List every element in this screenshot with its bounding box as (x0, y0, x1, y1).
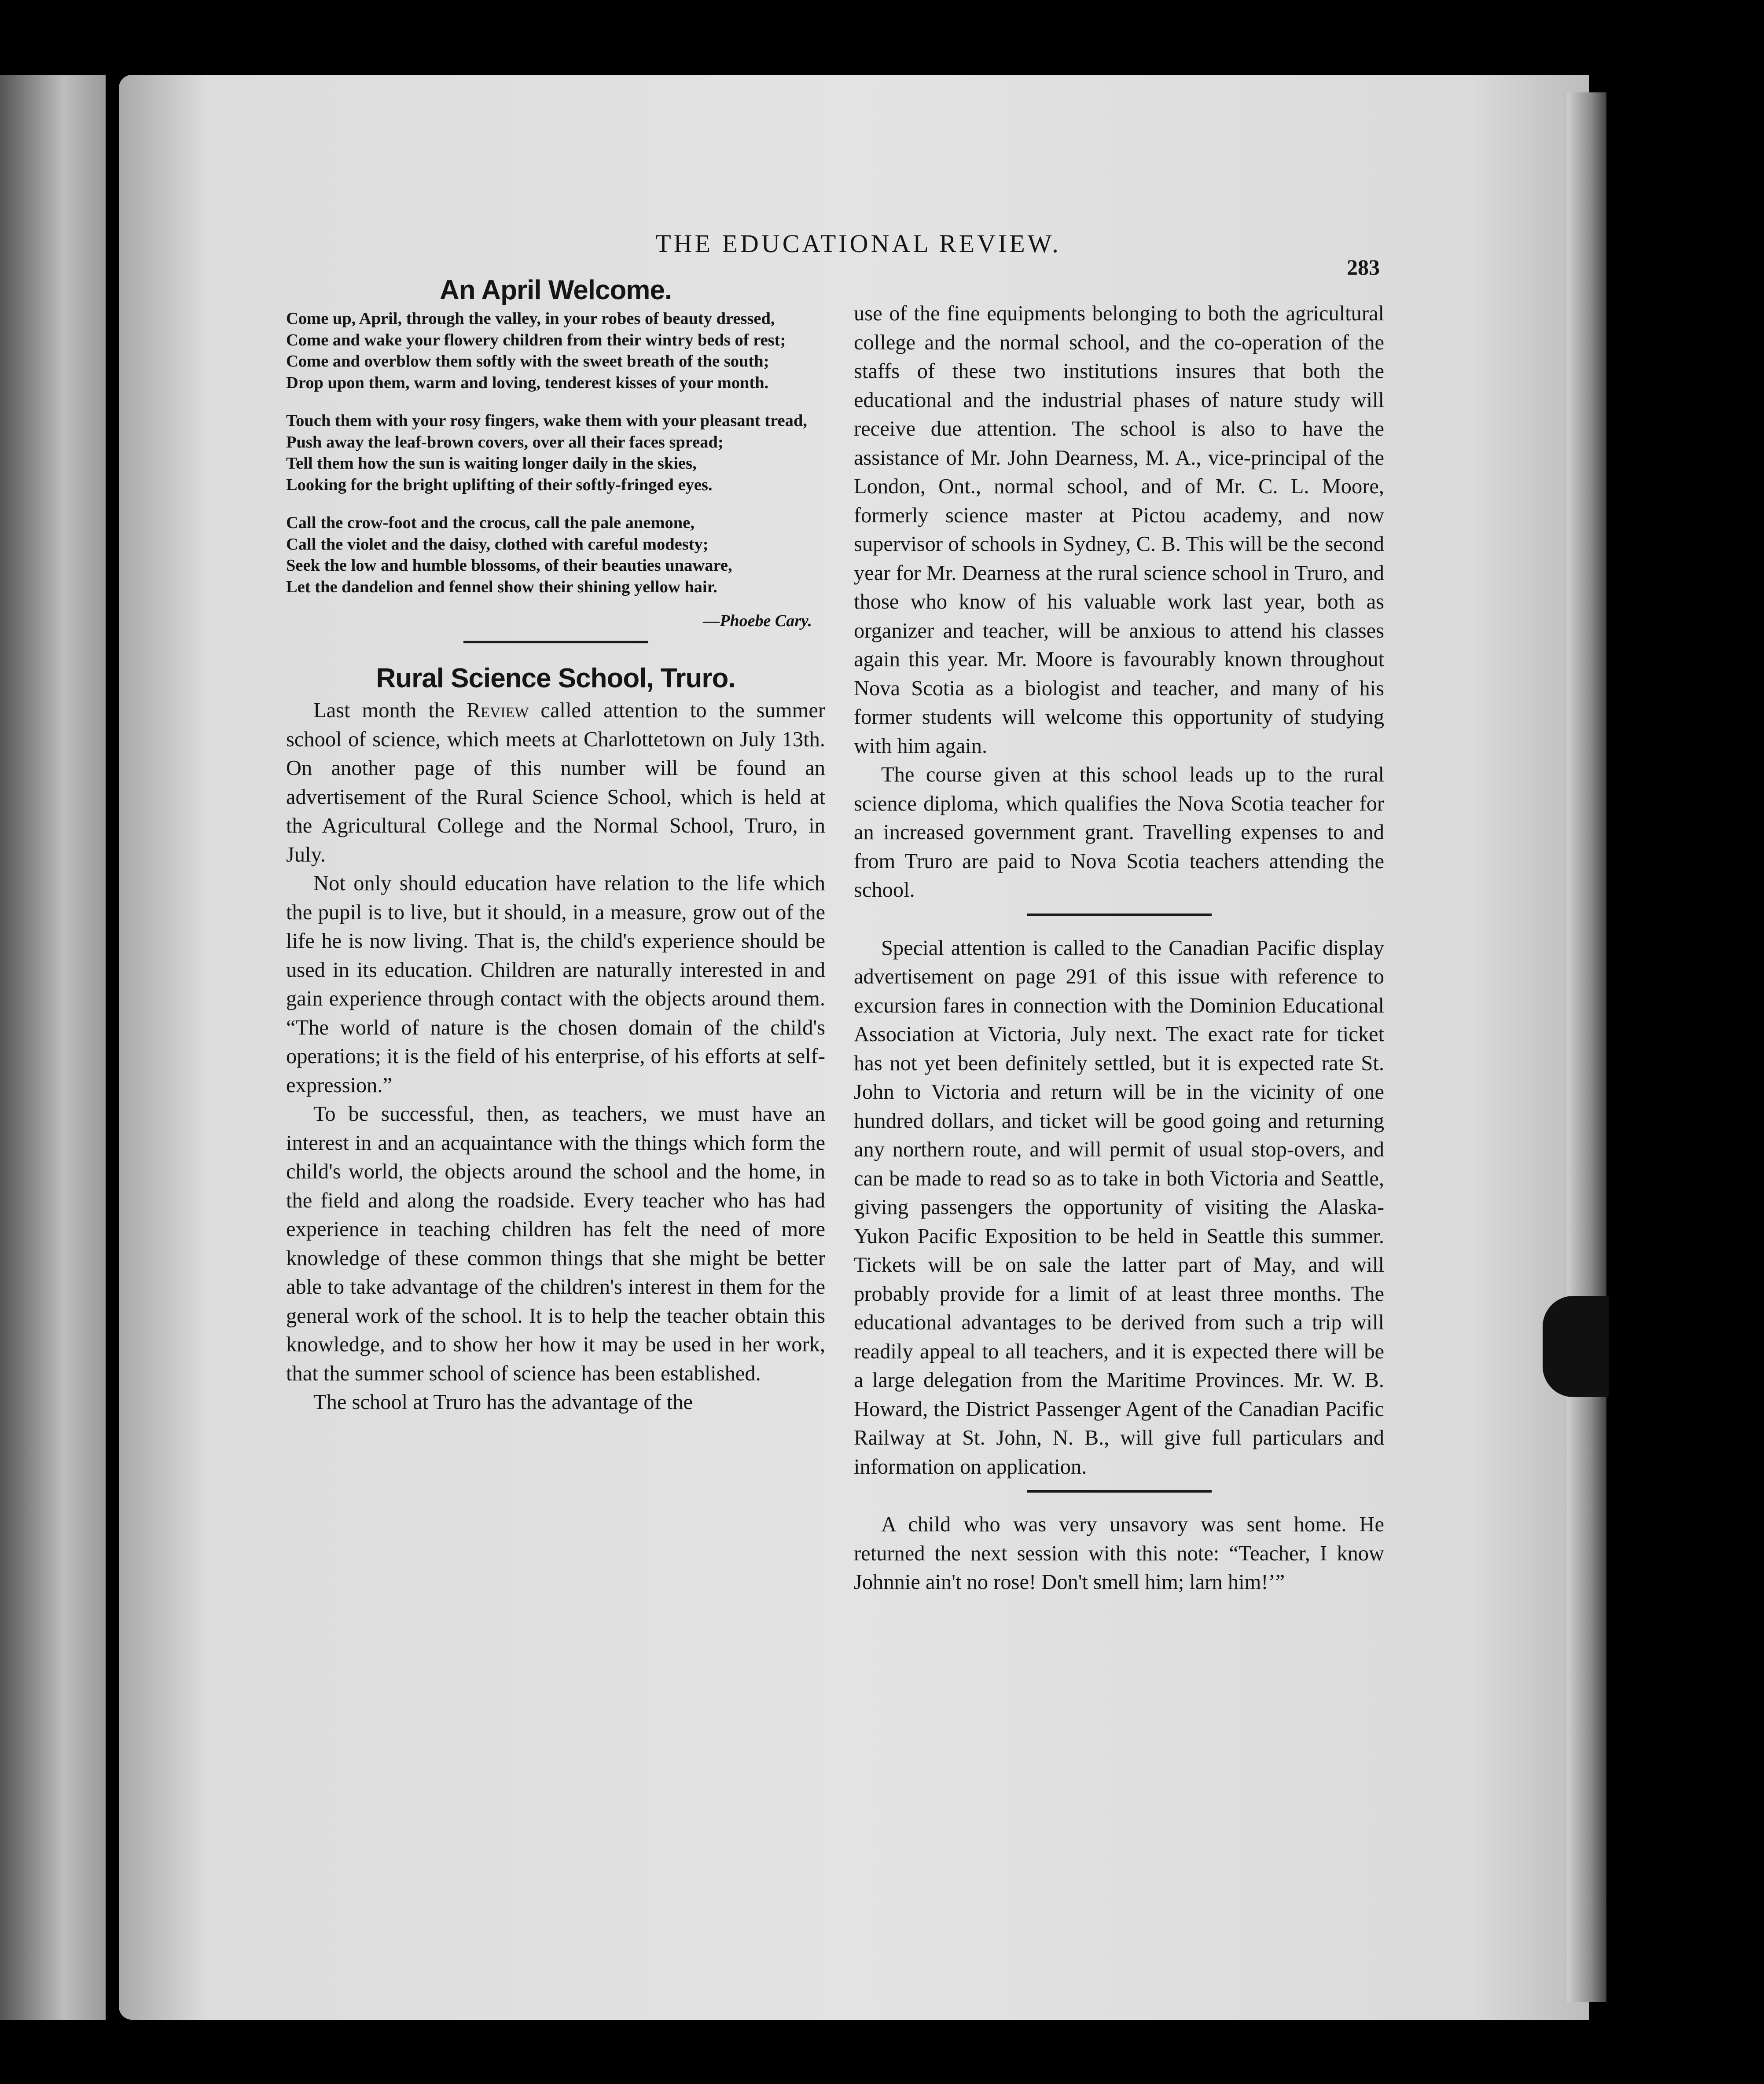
journal-name: Review (466, 699, 529, 722)
poem-line: Call the crow-foot and the crocus, call the pale anemone, (286, 514, 695, 532)
section-divider (463, 641, 648, 643)
index-tab (1543, 1296, 1609, 1397)
poem-line: Touch them with your rosy fingers, wake them with your pleasant tread, (286, 411, 807, 430)
article-paragraph: To be successful, then, as teachers, we must have an interest in and an acquaintance with the things which form the child's world, the objects around the school and the home, in the field and along the roadside. Every teacher who has had experience in teaching children has felt the need of more knowledge of these common things that she might be better able to take advantage of the children's interest in them for the general work of the school. It is to help the teacher obtain this knowledge, and to show her how it may be used in her work, that the summer school of science has been established. (286, 1102, 825, 1385)
running-title: THE EDUCATIONAL REVIEW. (655, 229, 1061, 258)
article-paragraph (286, 696, 825, 869)
article-paragraph: The course given at this school leads up to the rural science diploma, which qualifies the Nova Scotia teacher for an increased government grant. Travelling expenses to and from Truro are paid to Nova Scotia teachers attending the school. (854, 763, 1384, 902)
page-stack-edge (1567, 92, 1606, 2002)
article-title: Rural Science School, Truro. (376, 663, 735, 693)
poem-line: Come and overblow them softly with the sweet breath of the south; (286, 352, 769, 371)
text-run: Last month the (313, 699, 467, 722)
poem-stanza (286, 308, 825, 393)
section-divider (1027, 1490, 1212, 1493)
article-paragraph: Not only should education have relation to the life which the pupil is to live, but it should, in a measure, grow out of the life he is now living. That is, the child's experience should be used in its education. Children are naturally interested in and gain experience through contact with the objects around them. “The world of nature is the chosen domain of the child's operations; it is the field of his enterprise, of his efforts at self-expression.” (286, 872, 825, 1097)
article-paragraph: use of the fine equipments belonging to both the agricultural college and the normal school, and the co-operation of the staffs of these two institutions insures that both the educational and the industrial phases of nature study will receive due attention. The school is also to have the assistance of Mr. John Dearness, M. A., vice-principal of the London, Ont., normal school, and of Mr. C. L. Moore, formerly science master at Pictou academy, and now supervisor of schools in Sydney, C. B. This will be the second year for Mr. Dearness at the rural science school in Truro, and those who know of his valuable work last year, both as organizer and teacher, will be anxious to attend his classes again this year. Mr. Moore is favourably known throughout Nova Scotia as a biologist and teacher, and many of his former students will welcome this opportunity of studying with him again. (854, 302, 1384, 758)
poem-line: Push away the leaf-brown covers, over all their faces spread; (286, 433, 724, 451)
left-column (286, 273, 825, 1417)
page-number: 283 (1347, 255, 1380, 279)
poem-line: Tell them how the sun is waiting longer daily in the skies, (286, 454, 697, 473)
poem-stanza (286, 410, 825, 495)
poem-line: Come up, April, through the valley, in your robes of beauty dressed, (286, 309, 775, 328)
poem-line: Come and wake your flowery children from their wintry beds of rest; (286, 330, 786, 349)
poem-line: Seek the low and humble blossoms, of their beauties unaware, (286, 556, 732, 575)
facing-page-edge (0, 75, 106, 2020)
poem-attribution: —Phoebe Cary. (703, 612, 812, 630)
article-paragraph: The school at Truro has the advantage of the (313, 1391, 693, 1414)
poem-line: Let the dandelion and fennel show their shining yellow hair. (286, 577, 717, 596)
right-column (854, 299, 1384, 1597)
text-run: called attention to the summer school of science, which meets at Charlottetown on July 13th. On another page of this number will be found an advertisement of the Rural Science School, which is held at the Agricultural College and the Normal School, Truro, in July. (286, 699, 826, 866)
anecdote-paragraph: A child who was very unsavory was sent home. He returned the next session with this note: “Teacher, I know Johnnie ain't no rose! Don't smell him; larn him!’” (854, 1513, 1384, 1594)
poem-title: An April Welcome. (439, 275, 672, 305)
poem-line: Drop upon them, warm and loving, tenderest kisses of your month. (286, 373, 769, 392)
section-divider (1027, 914, 1212, 916)
poem (286, 308, 825, 632)
notice-paragraph: Special attention is called to the Canadian Pacific display advertisement on page 291 of this issue with reference to excursion fares in connection with the Dominion Educational Association at Victoria, July next. The exact rate for ticket has not yet been definitely settled, but it is expected rate St. John to Victoria and return will be in the vicinity of one hundred dollars, and ticket will be good going and returning any northern route, and will permit of usual stop-overs, and can be made to read so as to take in both Victoria and Seattle, giving passengers the opportunity of visiting the Alaska-Yukon Pacific Exposition to be held in Seattle this summer. Tickets will be on sale the latter part of May, and will probably provide for a limit of at least three months. The educational advantages to be derived from such a trip will readily appeal to all teachers, and it is expected there will be a large delegation from the Maritime Provinces. Mr. W. B. Howard, the District Passenger Agent of the Canadian Pacific Railway at St. John, N. B., will give full particulars and information on application. (854, 936, 1384, 1479)
poem-line: Call the violet and the daisy, clothed with careful modesty; (286, 535, 709, 554)
poem-stanza (286, 512, 825, 598)
poem-line: Looking for the bright uplifting of their softly-fringed eyes. (286, 475, 713, 494)
